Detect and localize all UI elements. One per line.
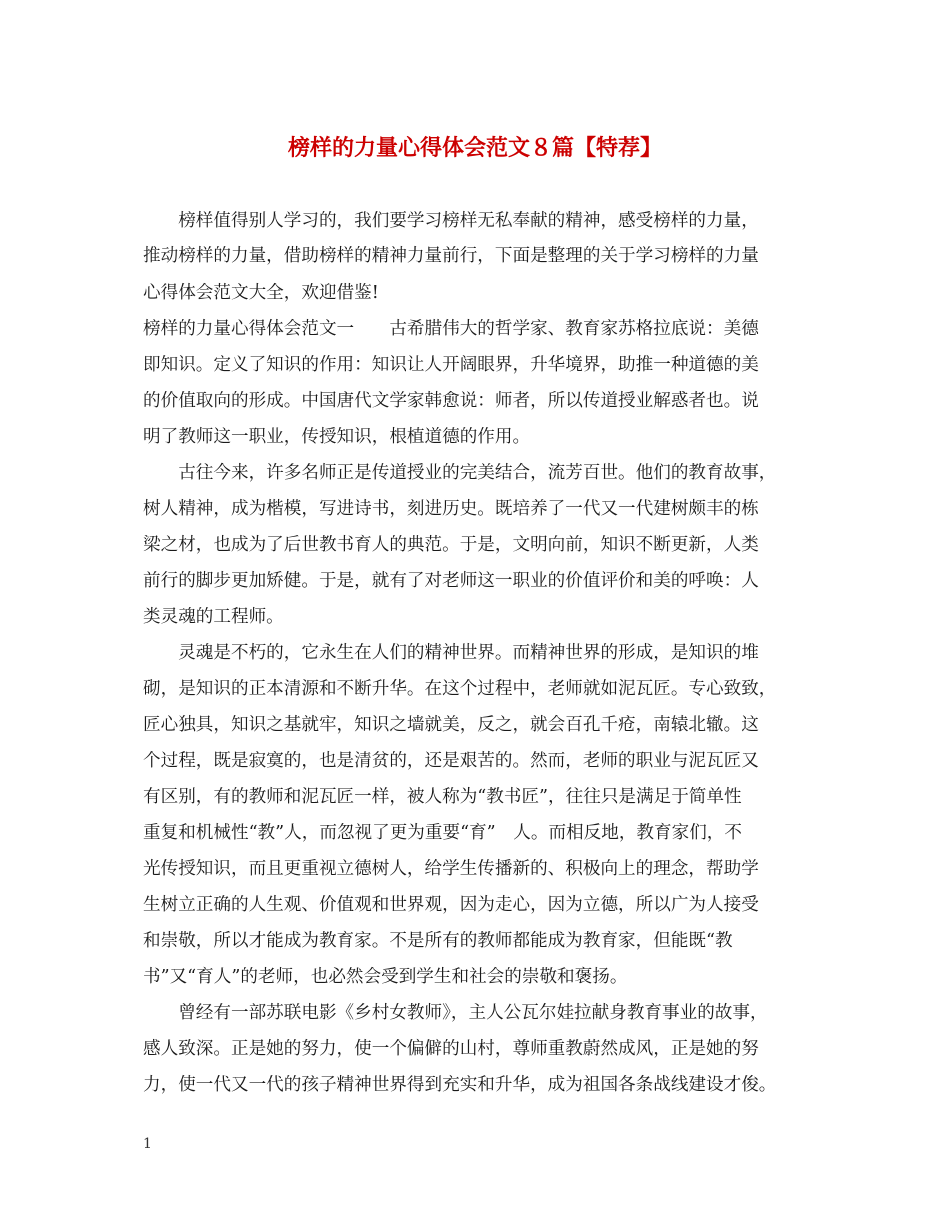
- body-line: 明了教师这一职业，传授知识，根植道德的作用。: [143, 427, 531, 447]
- body-line: 古往今来，许多名师正是传道授业的完美结合，流芳百世。他们的教育故事，: [143, 463, 777, 483]
- body-line: 光传授知识，而且更重视立德树人，给学生传播新的、积极向上的理念，帮助学: [143, 859, 759, 879]
- body-line: 力，使一代又一代的孩子精神世界得到充实和升华，成为祖国各条战线建设才俊。: [143, 1075, 777, 1095]
- body-line: 梁之材，也成为了后世教书育人的典范。于是，文明向前，知识不断更新，人类: [143, 535, 759, 555]
- body-line: 书”又“育人”的老师，也必然会受到学生和社会的崇敬和褒扬。: [143, 967, 628, 987]
- body-line: 和崇敬，所以才能成为教育家。不是所有的教师都能成为教育家，但能既“教: [143, 931, 733, 951]
- body-line: 曾经有一部苏联电影《乡村女教师》，主人公瓦尔娃拉献身教育事业的故事，: [143, 1003, 768, 1023]
- body-line: 匠心独具，知识之基就牢，知识之墙就美，反之，就会百孔千疮，南辕北辙。这: [143, 715, 759, 735]
- body-line: 的价值取向的形成。中国唐代文学家韩愈说：师者，所以传道授业解惑者也。说: [143, 391, 759, 411]
- body-line: 前行的脚步更加矫健。于是，就有了对老师这一职业的价值评价和美的呼唤：人: [143, 571, 759, 591]
- body-line: 灵魂是不朽的，它永生在人们的精神世界。而精神世界的形成，是知识的堆: [143, 643, 759, 663]
- body-line: 类灵魂的工程师。: [143, 607, 284, 627]
- body-line: 个过程，既是寂寞的，也是清贫的，还是艰苦的。然而，老师的职业与泥瓦匠又: [143, 751, 759, 771]
- body-line: 榜样值得别人学习的，我们要学习榜样无私奉献的精神，感受榜样的力量，: [143, 211, 759, 231]
- body-line: 即知识。定义了知识的作用：知识让人开阔眼界，升华境界，助推一种道德的美: [143, 355, 759, 375]
- document-title: 榜样的力量心得体会范文８篇【特荐】: [287, 135, 662, 161]
- body-line: 生树立正确的人生观、价值观和世界观，因为走心，因为立德，所以广为人接受: [143, 895, 759, 915]
- body-line: 重复和机械性“教”人，而忽视了更为重要“育” 人。而相反地，教育家们，不: [143, 823, 742, 843]
- body-line: 有区别，有的教师和泥瓦匠一样，被人称为“教书匠”，往往只是满足于简单性: [143, 787, 742, 807]
- body-line: 砌，是知识的正本清源和不断升华。在这个过程中，老师就如泥瓦匠。专心致致，: [143, 679, 777, 699]
- page-number: 1: [143, 1136, 152, 1152]
- body-line: 榜样的力量心得体会范文一 古希腊伟大的哲学家、教育家苏格拉底说：美德: [143, 319, 759, 339]
- body-line: 感人致深。正是她的努力，使一个偏僻的山村，尊师重教蔚然成风，正是她的努: [143, 1039, 759, 1059]
- body-line: 树人精神，成为楷模，写进诗书，刻进历史。既培养了一代又一代建树颇丰的栋: [143, 499, 759, 519]
- body-line: 推动榜样的力量，借助榜样的精神力量前行，下面是整理的关于学习榜样的力量: [143, 246, 759, 266]
- body-line: 心得体会范文大全，欢迎借鉴!: [143, 283, 379, 303]
